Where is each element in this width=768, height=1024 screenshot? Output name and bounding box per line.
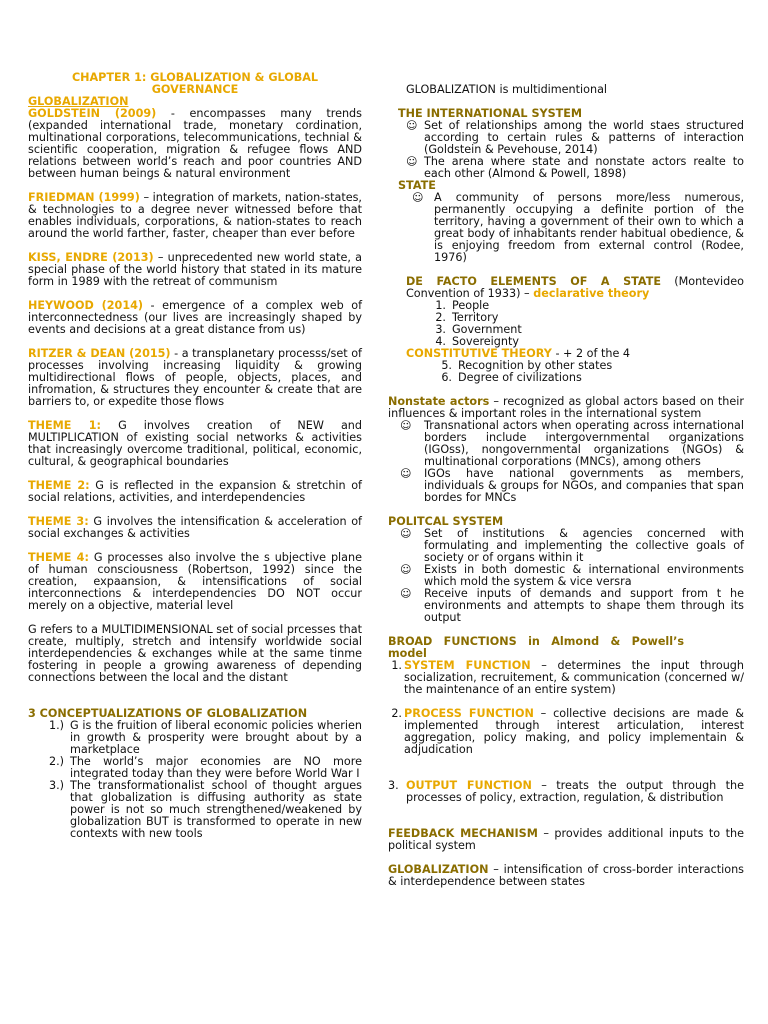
smiley-bullet-icon: ☺ [400,527,412,540]
kiss-entry: KISS, ENDRE (2013) – unprecedented new world state, a special phase of the world history that stated in its mature form in 1989 with the retreat of communism [28,251,363,288]
feedback-paragraph: FEEDBACK MECHANISM – provides additional inputs to the political system [388,827,744,852]
chapter-title: CHAPTER 1: GLOBALIZATION & GLOBAL GOVERNANCE [71,71,319,96]
de-facto-list [388,300,744,348]
smiley-bullet-icon: ☺ [406,155,418,168]
list-item: 4. Sovereignty [435,335,519,348]
list-item: 5. Recognition by other states [441,359,613,372]
multidimentional-note: GLOBALIZATION is multidimentional [406,83,608,96]
definition-paragraph: G refers to a MULTIDIMENSIONAL set of social prcesses that create, multiply, stretch and intensify worldwide social interdependencies & exchanges while at the same tinme fostering in people a growing awareness of depending connections between the local and the distant [28,623,362,684]
conceptualizations-heading: 3 CONCEPTUALIZATIONS OF GLOBALIZATION [28,707,308,720]
list-item: ☺ Receive inputs of demands and support from t he environments and attempts to shape them through its output [400,587,744,624]
friedman-entry: FRIEDMAN (1999) – integration of markets, nation-states, & technologies to a degree never witnessed before that enables individuals, corporations, & nation-states to reach around the world farther, faster, cheaper than ever before [28,191,362,240]
smiley-bullet-icon: ☺ [400,419,412,432]
theme2-entry: THEME 2: G is reflected in the expansion & stretchin of social relations, activities, and interdependencies [28,479,362,504]
theme3-entry: THEME 3: G involves the intensification & acceleration of social exchanges & activities [28,515,362,540]
state-list [388,192,744,264]
heywood-entry: HEYWOOD (2014) - emergence of a complex web of interconnectedness (our lives are increasingly shaped by events and decisions at a great distance from us) [28,299,363,336]
list-item: ☺ Transnational actors when operating across international borders include intergovernmental organizations (IGOss), nongovernmental organizations (NGOs) & multinational corporations (MNCs), among others [400,419,744,468]
ritzer-entry: RITZER & DEAN (2015) - a transplanetary processs/set of processes involving increasing liquidity & growing multidirectional flows of people, objects, places, and infromation, & structures they encounter & create that are barriers to, or expedite those flows [28,347,362,408]
theme1-entry: THEME 1: G involves creation of NEW and MULTIPLICATION of existing social networks & activities that increasingly overcome traditional, political, economic, cultural, & geographical boundaries [28,419,362,468]
list-item: 2.) The world’s major economies are NO more integrated today than they were before World War I [48,755,362,780]
list-item: ☺ Set of relationships among the world staes structured according to certain rules & patterns of interaction (Goldstein & Pevehouse, 2014) [406,119,744,156]
smiley-bullet-icon: ☺ [400,467,412,480]
list-item: ☺ Set of institutions & agencies concerned with formulating and implementing the collective goals of society or of organs within it [400,527,744,564]
broad-functions-heading: BROAD FUNCTIONS in Almond & Powell’s model [388,635,684,660]
political-system-list [388,528,744,624]
smiley-bullet-icon: ☺ [412,191,424,204]
smiley-bullet-icon: ☺ [400,563,412,576]
theme4-entry: THEME 4: G processes also involve the s ubjective plane of human consciousness (Robertson, 1992) since the creation, expaansion, & intensifications of social interconnections & interdependencies DO NOT occur merely on a objective, material level [28,551,362,612]
smiley-bullet-icon: ☺ [400,587,412,600]
list-item: ☺ A community of persons more/less numerous, permanently occupying a definite portion of the territory, having a government of their own to which a great body of inhabitants render habitual obedience, & is enjoying freedom from external control (Rodee, 1976) [412,191,744,264]
list-item: 1. People [435,299,490,312]
constitutive-list [388,360,744,384]
list-item: 3.) The transformationalist school of thought argues that globalization is diffusing authority as state power is not so much strengthened/weakened by globalization BUT is transformed to operate in new contexts with new tools [48,779,362,840]
process-function-item: 2. PROCESS FUNCTION – collective decisions are made & implemented through interest articulation, interest aggregation, policy making, and policy implementain & adjudication [391,707,744,756]
right-column [388,84,744,888]
conceptualizations-list [28,720,362,840]
list-item: 3. Government [435,323,522,336]
output-function-item: 3. OUTPUT FUNCTION – treats the output through the processes of policy, extraction, regulation, & distribution [388,779,745,804]
list-item: ☺ The arena where state and nonstate actors realte to each other (Almond & Powell, 1898) [406,155,744,180]
constitutive-paragraph: CONSTITUTIVE THEORY - + 2 of the 4 [406,347,631,360]
nonstate-paragraph: Nonstate actors – recognized as global actors based on their influences & important roles in the international system [388,395,744,420]
system-function-item: 1. SYSTEM FUNCTION – determines the input through socialization, recruitement, & communication (concerned w/ the maintenance of an entire system) [391,659,744,696]
list-item: 1.) G is the fruition of liberal economic policies wherien in growth & prosperity were brought about by a marketplace [48,719,362,756]
intl-system-list [388,120,744,180]
smiley-bullet-icon: ☺ [406,119,418,132]
state-heading: STATE [398,179,436,192]
list-item: 6. Degree of civilizations [441,371,582,384]
de-facto-paragraph: DE FACTO ELEMENTS OF A STATE (Montevideo Convention of 1933) – declarative theory [406,275,744,300]
globalization-definition: GLOBALIZATION – intensification of cross-border interactions & interdependence between states [388,863,744,888]
list-item: ☺ IGOs have national governments as members, individuals & groups for NGOs, and companies that span bordes for MNCs [400,467,744,504]
nonstate-list [388,420,744,504]
intl-system-heading: THE INTERNATIONAL SYSTEM [398,107,583,120]
globalization-heading: GLOBALIZATION [28,95,129,108]
political-system-heading: POLITCAL SYSTEM [388,515,504,528]
goldstein-entry: GOLDSTEIN (2009) - encompasses many trends (expanded international trade, monetary cordination, multinational corporations, telecommunications, technial & scientific cooperation, migration & refugee flows AND relations between world’s reach and poor countries AND between human beings & natural environment [28,107,362,180]
left-column [28,72,362,840]
list-item: ☺ Exists in both domestic & international environments which mold the system & vice versra [400,563,744,588]
list-item: 2. Territory [435,311,499,324]
